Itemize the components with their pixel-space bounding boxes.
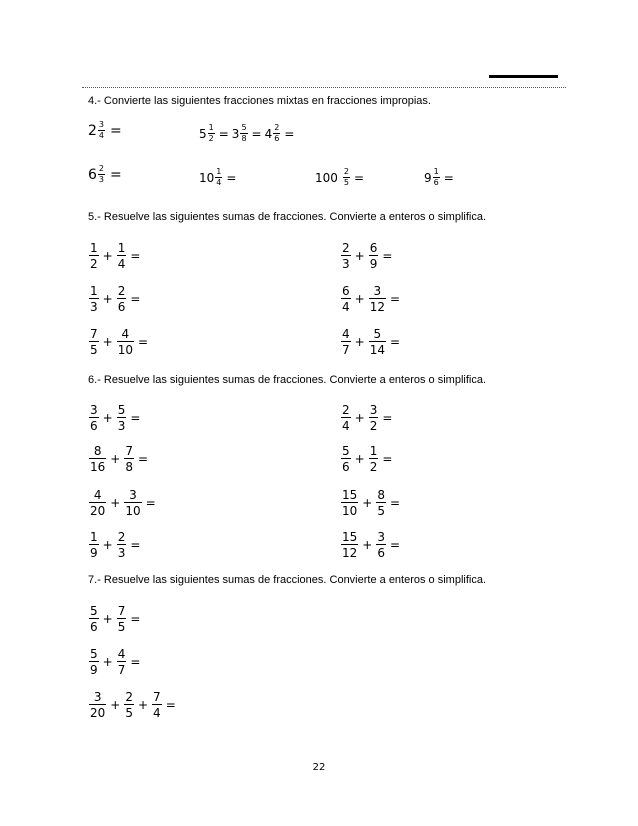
fraction: $\frac{5}{14}$ <box>369 327 385 357</box>
fraction: $\frac{1}{2}$ <box>369 444 378 474</box>
equals-sign: = <box>110 122 122 139</box>
question-4-heading: 4.- Convierte las siguientes fracciones mixtas en fracciones impropias. <box>88 95 431 107</box>
plus-sign: + <box>102 538 113 552</box>
fraction: $\frac{15}{12}$ <box>342 530 358 560</box>
q7-item-3 <box>88 691 179 719</box>
fraction: $\frac{4}{7}$ <box>117 647 126 677</box>
fraction: $\frac{5}{6}$ <box>90 604 98 634</box>
equals-sign: = <box>130 249 141 263</box>
plus-sign: + <box>137 698 149 712</box>
plus-sign: + <box>102 655 113 669</box>
fraction: $\frac{8}{5}$ <box>377 488 385 518</box>
q5-left-2 <box>88 285 143 313</box>
equals-sign: = <box>226 170 237 185</box>
mixed-whole: 5 <box>199 126 207 141</box>
fraction: $\frac{5}{6}$ <box>342 444 350 474</box>
question-6-heading: 6.- Resuelve las siguientes sumas de fracciones. Convierte a enteros o simplifica. <box>88 374 487 386</box>
plus-sign: + <box>110 496 121 510</box>
q5-right-3 <box>340 328 403 356</box>
page-number: 22 <box>312 762 326 773</box>
fraction: $\frac{7}{5}$ <box>90 327 98 357</box>
fraction: $\frac{3}{10}$ <box>125 488 141 518</box>
equals-sign: = <box>443 170 454 185</box>
plus-sign: + <box>102 411 113 425</box>
equals-sign: = <box>389 335 401 349</box>
q4-item-b <box>199 124 297 143</box>
fraction: $\frac{2}{3}$ <box>117 530 126 560</box>
fraction: $\frac{3}{20}$ <box>90 690 106 720</box>
mixed-fraction: $\frac{2}{6}$ <box>274 123 280 143</box>
fraction: $\frac{3}{6}$ <box>90 403 98 433</box>
equals-sign: = <box>130 655 141 669</box>
mixed-whole: 2 <box>88 122 97 139</box>
plus-sign: + <box>362 496 373 510</box>
equals-sign: = <box>110 166 122 183</box>
plus-sign: + <box>102 612 113 626</box>
plus-sign: + <box>354 452 365 466</box>
mixed-whole: 6 <box>88 166 97 183</box>
q4-item-f <box>424 168 457 187</box>
q6-left-2 <box>88 445 151 473</box>
fraction: $\frac{2}{4}$ <box>342 403 350 433</box>
mixed-whole: 4 <box>264 126 273 141</box>
fraction: $\frac{2}{6}$ <box>117 284 126 314</box>
fraction: $\frac{5}{3}$ <box>117 403 126 433</box>
plus-sign: + <box>102 249 113 263</box>
question-5-heading: 5.- Resuelve las siguientes sumas de fracciones. Convierte a enteros o simplifica. <box>88 211 487 223</box>
equals-sign: = <box>130 292 141 306</box>
equals-sign: = <box>389 292 401 306</box>
fraction: $\frac{4}{10}$ <box>117 327 133 357</box>
fraction: $\frac{6}{4}$ <box>342 284 350 314</box>
q4-item-d <box>199 168 239 187</box>
mixed-fraction: $\frac{2}{3}$ <box>98 164 105 184</box>
equals-sign: = <box>130 612 141 626</box>
q6-left-3 <box>88 489 159 517</box>
mixed-whole: 10 <box>199 170 215 185</box>
plus-sign: + <box>110 452 121 466</box>
fraction: $\frac{15}{10}$ <box>342 488 358 518</box>
plus-sign: + <box>362 538 373 552</box>
mixed-fraction: $\frac{3}{4}$ <box>98 120 105 140</box>
equals-sign: = <box>218 126 229 141</box>
equals-sign: = <box>130 411 141 425</box>
q6-right-4 <box>340 531 403 559</box>
q4-item-e <box>315 168 367 187</box>
fraction: $\frac{1}{2}$ <box>90 241 98 271</box>
equals-sign: = <box>284 126 295 141</box>
q5-left-1 <box>88 242 143 270</box>
fraction: $\frac{5}{9}$ <box>90 647 98 677</box>
plus-sign: + <box>102 335 113 349</box>
mixed-whole: 9 <box>424 170 432 185</box>
equals-sign: = <box>145 496 156 510</box>
fraction: $\frac{3}{6}$ <box>377 530 385 560</box>
fraction: $\frac{2}{3}$ <box>342 241 350 271</box>
q6-left-1 <box>88 404 143 432</box>
q6-left-4 <box>88 531 143 559</box>
plus-sign: + <box>354 292 365 306</box>
mixed-whole: 100 <box>315 170 338 185</box>
plus-sign: + <box>354 335 365 349</box>
fraction: $\frac{1}{3}$ <box>90 284 98 314</box>
fraction: $\frac{7}{4}$ <box>153 690 161 720</box>
fraction: $\frac{7}{5}$ <box>117 604 126 634</box>
header-rule <box>489 75 558 78</box>
q6-right-1 <box>340 404 395 432</box>
equals-sign: = <box>137 452 149 466</box>
equals-sign: = <box>165 698 176 712</box>
equals-sign: = <box>354 170 365 185</box>
mixed-fraction: $\frac{5}{8}$ <box>241 123 247 143</box>
q7-item-1 <box>88 605 143 633</box>
equals-sign: = <box>382 411 393 425</box>
question-7-heading: 7.- Resuelve las siguientes sumas de fracciones. Convierte a enteros o simplifica. <box>88 574 487 586</box>
equals-sign: = <box>382 249 393 263</box>
plus-sign: + <box>102 292 113 306</box>
q4-item-a <box>88 121 126 140</box>
q5-left-3 <box>88 328 151 356</box>
q5-right-1 <box>340 242 395 270</box>
mixed-fraction: $\frac{1}{6}$ <box>433 167 439 187</box>
plus-sign: + <box>110 698 121 712</box>
q7-item-2 <box>88 648 143 676</box>
fraction: $\frac{2}{5}$ <box>125 690 133 720</box>
q6-right-2 <box>340 445 395 473</box>
equals-sign: = <box>251 126 262 141</box>
fraction: $\frac{1}{4}$ <box>117 241 126 271</box>
q6-right-3 <box>340 489 403 517</box>
dotted-separator <box>82 87 566 88</box>
fraction: $\frac{3}{12}$ <box>369 284 385 314</box>
q4-item-c <box>88 165 126 184</box>
fraction: $\frac{7}{8}$ <box>125 444 133 474</box>
fraction: $\frac{1}{9}$ <box>90 530 98 560</box>
fraction: $\frac{4}{20}$ <box>90 488 106 518</box>
mixed-whole: 3 <box>231 126 240 141</box>
fraction: $\frac{6}{9}$ <box>369 241 378 271</box>
mixed-fraction: $\frac{1}{4}$ <box>216 167 222 187</box>
mixed-fraction: $\frac{2}{5}$ <box>343 167 349 187</box>
equals-sign: = <box>137 335 149 349</box>
fraction: $\frac{4}{7}$ <box>342 327 350 357</box>
fraction: $\frac{3}{2}$ <box>369 403 378 433</box>
mixed-fraction: $\frac{1}{2}$ <box>208 123 214 143</box>
equals-sign: = <box>382 452 393 466</box>
plus-sign: + <box>354 249 365 263</box>
fraction: $\frac{8}{16}$ <box>90 444 106 474</box>
equals-sign: = <box>389 538 401 552</box>
equals-sign: = <box>130 538 141 552</box>
equals-sign: = <box>389 496 401 510</box>
q5-right-2 <box>340 285 403 313</box>
plus-sign: + <box>354 411 365 425</box>
